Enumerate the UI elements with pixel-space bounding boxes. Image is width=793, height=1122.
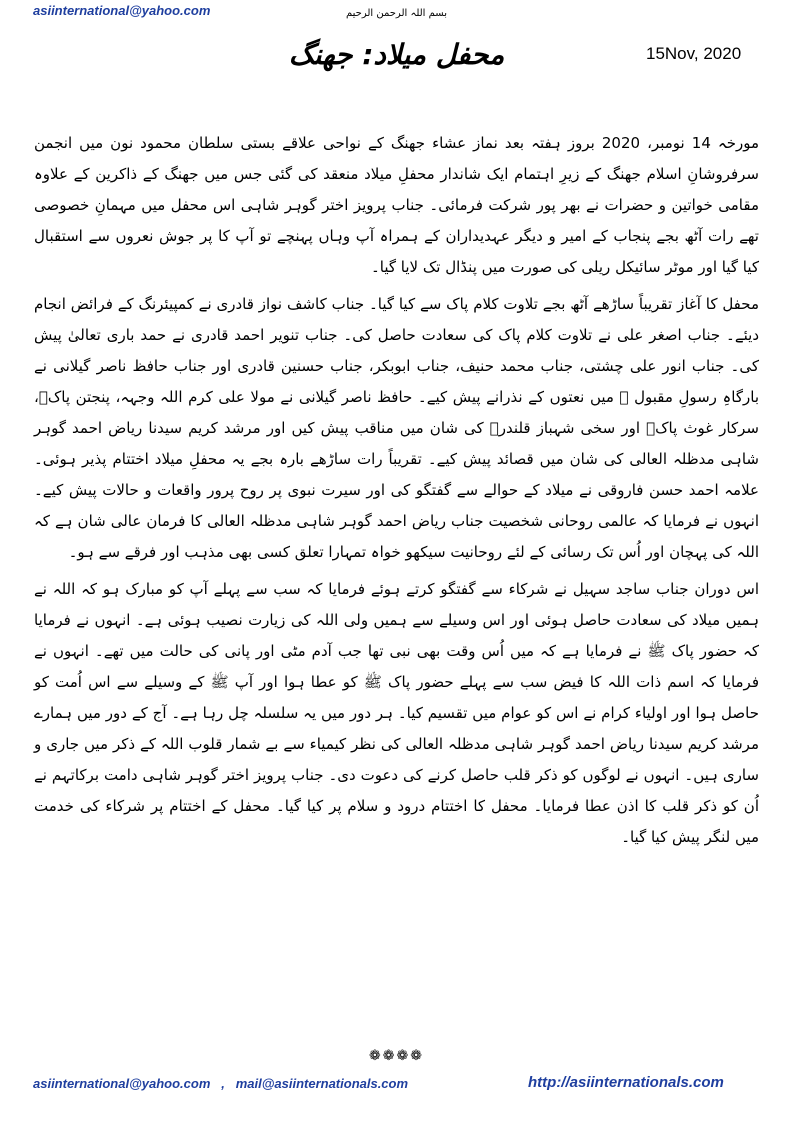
article-body — [34, 128, 759, 859]
footer-mail-link[interactable]: mail@asiinternationals.com — [235, 1076, 409, 1091]
article-title: محفل میلاد: جھنگ — [288, 38, 505, 71]
bismillah-heading: بسم اللہ الرحمن الرحیم — [345, 8, 447, 19]
article-date: 15Nov, 2020 — [646, 44, 742, 63]
header-email-link[interactable]: asiinternational@yahoo.com — [33, 3, 211, 18]
footer-email-link[interactable]: asiinternational@yahoo.com — [33, 1076, 211, 1091]
article-paragraph: محفل کا آغاز تقریباً ساڑھے آٹھ بجے تلاوت کلام پاک سے کیا گیا۔ جناب کاشف نواز قادری نے کمپیئرنگ کے فرائض انجام دیئے۔ جناب اصغر علی نے تلاوت کلام پاک کی سعادت حاصل کی۔ جناب تنویر احمد قادری نے حمد باری تعالیٰ پیش کی۔ جناب انور علی چشتی، جناب محمد حنیف، جناب ابوبکر، جناب حسنین قادری اور جناب حافظ ناصر گیلانی نے بارگاہِ رسولِ مقبول ﷺ میں نعتوں کے نذرانے پیش کیے۔ حافظ ناصر گیلانی نے مولا علی کرم اللہ وجہہ، پنجتن پاکؑ، سرکار غوث پاکؓ اور سخی شہباز قلندرؒ کی شان میں مناقب پیش کیں اور مرشد کریم سیدنا ریاض احمد گوہر شاہی مدظلہ العالی کی شان میں قصائد پیش کیے۔ تقریباً رات ساڑھے بارہ بجے یہ محفلِ میلاد اختتام پذیر ہوئی۔ علامہ احمد حسن فاروقی نے میلاد کے حوالے سے گفتگو کی اور سیرت نبوی پر روح پرور واقعات و حالات پیش کیے۔ انہوں نے فرمایا کہ عالمی روحانی شخصیت جناب ریاض احمد گوہر شاہی مدظلہ العالی کا فرمان عالی شان ہے کہ اللہ کی پہچان اور اُس تک رسائی کے لئے روحانیت سیکھو خواہ تمہارا تعلق کسی بھی مذہب اور فرقے سے ہو۔ — [34, 295, 759, 561]
footer-emails — [33, 1076, 408, 1091]
footer-separator: , — [221, 1076, 225, 1091]
article-paragraph: اس دوران جناب ساجد سہیل نے شرکاء سے گفتگو کرتے ہوئے فرمایا کہ سب سے پہلے آپ کو مبارک ہو کہ اللہ نے ہمیں میلاد کی سعادت حاصل ہوئی اور اس وسیلے سے ہمیں ولی اللہ کی زیارت نصیب ہوئی ہے۔ انہوں نے فرمایا کہ حضور پاک ﷺ نے فرمایا ہے کہ میں اُس وقت بھی نبی تھا جب آدم مٹی اور پانی کی حالت میں تھے۔ انہوں نے فرمایا کہ اسم ذات اللہ کا فیض سب سے پہلے حضور پاک ﷺ کو عطا ہوا اور آپ ﷺ کے وسیلے سے اس اُمت کو حاصل ہوا اور اولیاء کرام نے اس کو عوام میں تقسیم کیا۔ ہر دور میں یہ سلسلہ چل رہا ہے۔ آج کے دور میں ہمارے مرشد کریم سیدنا ریاض احمد گوہر شاہی مدظلہ العالی کی نظر کیمیاء سے بے شمار قلوب اللہ کے ذکر میں جاری و ساری ہیں۔ انہوں نے لوگوں کو ذکر قلب حاصل کرنے کی دعوت دی۔ جناب پرویز اختر گوہر شاہی دامت برکاتہم نے اُن کو ذکر قلب کا اذن عطا فرمایا۔ محفل کا اختتام درود و سلام پر کیا گیا۔ محفل کے اختتام پر شرکاء کی خدمت میں لنگر پیش کیا گیا۔ — [34, 580, 759, 846]
footer-website-link[interactable]: http://asiinternationals.com — [528, 1074, 724, 1091]
flower-divider: ❁❁❁❁ — [369, 1048, 424, 1064]
article-paragraph: مورخہ 14 نومبر، 2020 بروز ہفتہ بعد نماز عشاء جھنگ کے نواحی علاقے بستی سلطان محمود نون میں انجمن سرفروشانِ اسلام جھنگ کے زیرِ اہتمام ایک شاندار محفلِ میلاد منعقد کی گئی جس میں جھنگ کے ذاکرین کے علاوہ مقامی خواتین و حضرات نے بھر پور شرکت فرمائی۔ جناب پرویز اختر گوہر شاہی اس محفل میں مہمانِ خصوصی تھے رات آٹھ بجے پنجاب کے امیر و دیگر عہدیداران کے ہمراہ آپ وہاں پہنچے تو آپ کا پر جوش نعروں سے استقبال کیا گیا اور موٹر سائیکل ریلی کی صورت میں پنڈال تک لایا گیا۔ — [34, 134, 760, 276]
